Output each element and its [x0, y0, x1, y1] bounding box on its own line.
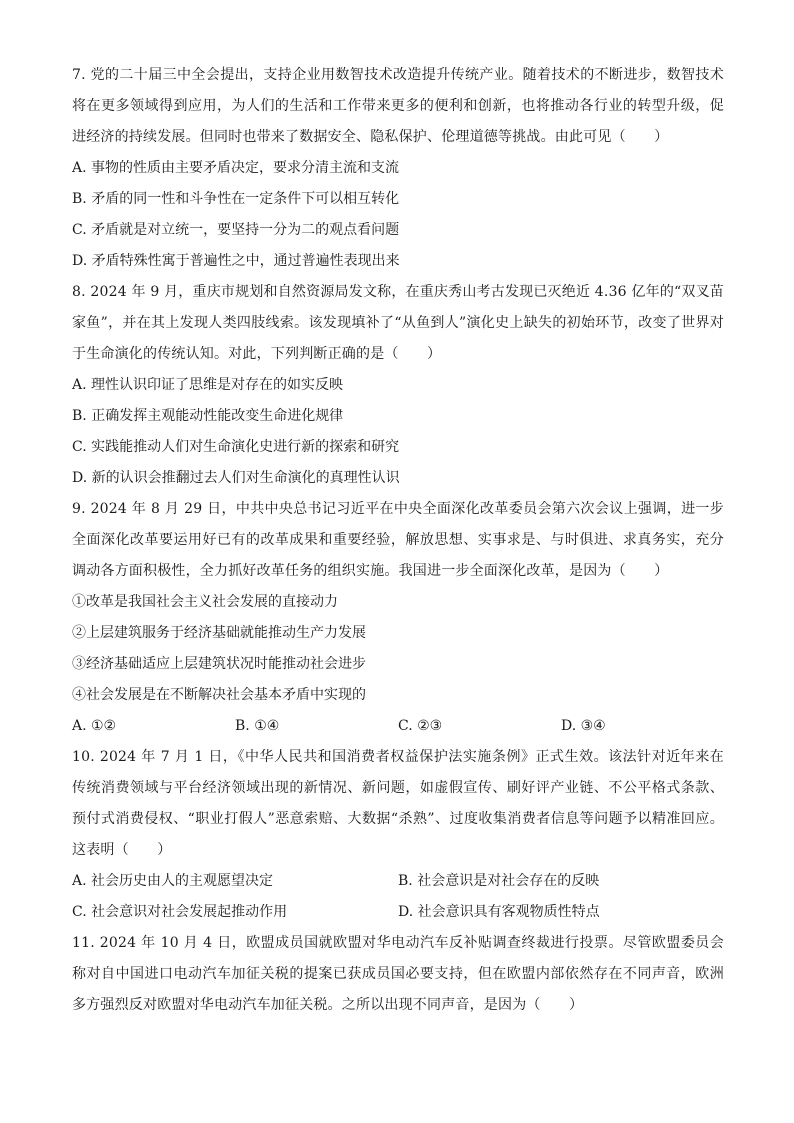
option-d: D. ③④ — [561, 718, 606, 734]
option-d: D. 社会意识具有客观物质性特点 — [398, 904, 600, 920]
option-a: A. 理性认识印证了思维是对存在的如实反映 — [72, 377, 344, 393]
option-a: A. 社会历史由人的主观愿望决定 — [72, 873, 274, 889]
question-stem: 10. 2024 年 7 月 1 日，《中华人民共和国消费者权益保护法实施条例》正式生效。该法针对近年来在传统消费领域与平台经济领域出现的新情况、新问题，如虚假宣传、刷好评产业链、不公平格式条款、预付式消费侵权、“职业打假人”恶意索赔、大数据“杀熟”、过度收集消费者信息等问题予以精准回应。这表明（ ） — [72, 749, 724, 858]
statement-4: ④社会发展是在不断解决社会基本矛盾中实现的 — [72, 687, 366, 703]
option-b: B. ①④ — [235, 718, 280, 734]
question-8 — [72, 277, 724, 494]
question-11 — [72, 928, 724, 1021]
option-a: A. ①② — [72, 718, 117, 734]
question-9 — [72, 494, 724, 742]
option-c: C. 矛盾就是对立统一，要坚持一分为二的观点看问题 — [72, 222, 400, 238]
option-c: C. 实践能推动人们对生命演化史进行新的探索和研究 — [72, 439, 400, 455]
question-7 — [72, 60, 724, 277]
question-stem: 7. 党的二十届三中全会提出，支持企业用数智技术改造提升传统产业。随着技术的不断进步，数智技术将在更多领域得到应用，为人们的生活和工作带来更多的便利和创新，也将推动各行业的转型升级，促进经济的持续发展。但同时也带来了数据安全、隐私保护、伦理道德等挑战。由此可见（ ） — [72, 67, 724, 145]
exam-page — [72, 60, 724, 1021]
options-row — [72, 711, 724, 742]
option-b: B. 正确发挥主观能动性能改变生命进化规律 — [72, 408, 344, 424]
question-stem: 11. 2024 年 10 月 4 日，欧盟成员国就欧盟对华电动汽车反补贴调查终裁进行投票。尽管欧盟委员会称对自中国进口电动汽车加征关税的提案已获成员国必要支持，但在欧盟内部依然存在不同声音，欧洲多方强烈反对欧盟对华电动汽车加征关税。之所以出现不同声音，是因为（ ） — [72, 935, 724, 1013]
option-c: C. 社会意识对社会发展起推动作用 — [72, 904, 288, 920]
option-b: B. 矛盾的同一性和斗争性在一定条件下可以相互转化 — [72, 191, 400, 207]
question-10 — [72, 742, 724, 928]
option-d: D. 矛盾特殊性寓于普遍性之中，通过普遍性表现出来 — [72, 253, 400, 269]
question-stem: 8. 2024 年 9 月，重庆市规划和自然资源局发文称，在重庆秀山考古发现已灭绝近 4.36 亿年的“双叉苗家鱼”，并在其上发现人类四肢线索。该发现填补了“从鱼到人”演化史上缺失的初始环节，改变了世界对于生命演化的传统认知。对此，下列判断正确的是（ ） — [72, 284, 724, 362]
option-d: D. 新的认识会推翻过去人们对生命演化的真理性认识 — [72, 470, 400, 486]
option-b: B. 社会意识是对社会存在的反映 — [398, 873, 600, 889]
statement-2: ②上层建筑服务于经济基础就能推动生产力发展 — [72, 625, 366, 641]
statement-1: ①改革是我国社会主义社会发展的直接动力 — [72, 594, 338, 610]
statement-3: ③经济基础适应上层建筑状况时能推动社会进步 — [72, 656, 366, 672]
question-stem: 9. 2024 年 8 月 29 日，中共中央总书记习近平在中央全面深化改革委员会第六次会议上强调，进一步全面深化改革要运用好已有的改革成果和重要经验，解放思想、实事求是、与时俱进、求真务实，充分调动各方面积极性，全力抓好改革任务的组织实施。我国进一步全面深化改革，是因为（ ） — [72, 501, 724, 579]
option-c: C. ②③ — [398, 718, 443, 734]
option-a: A. 事物的性质由主要矛盾决定，要求分清主流和支流 — [72, 160, 400, 176]
options-row — [72, 897, 724, 928]
options-row — [72, 866, 724, 897]
